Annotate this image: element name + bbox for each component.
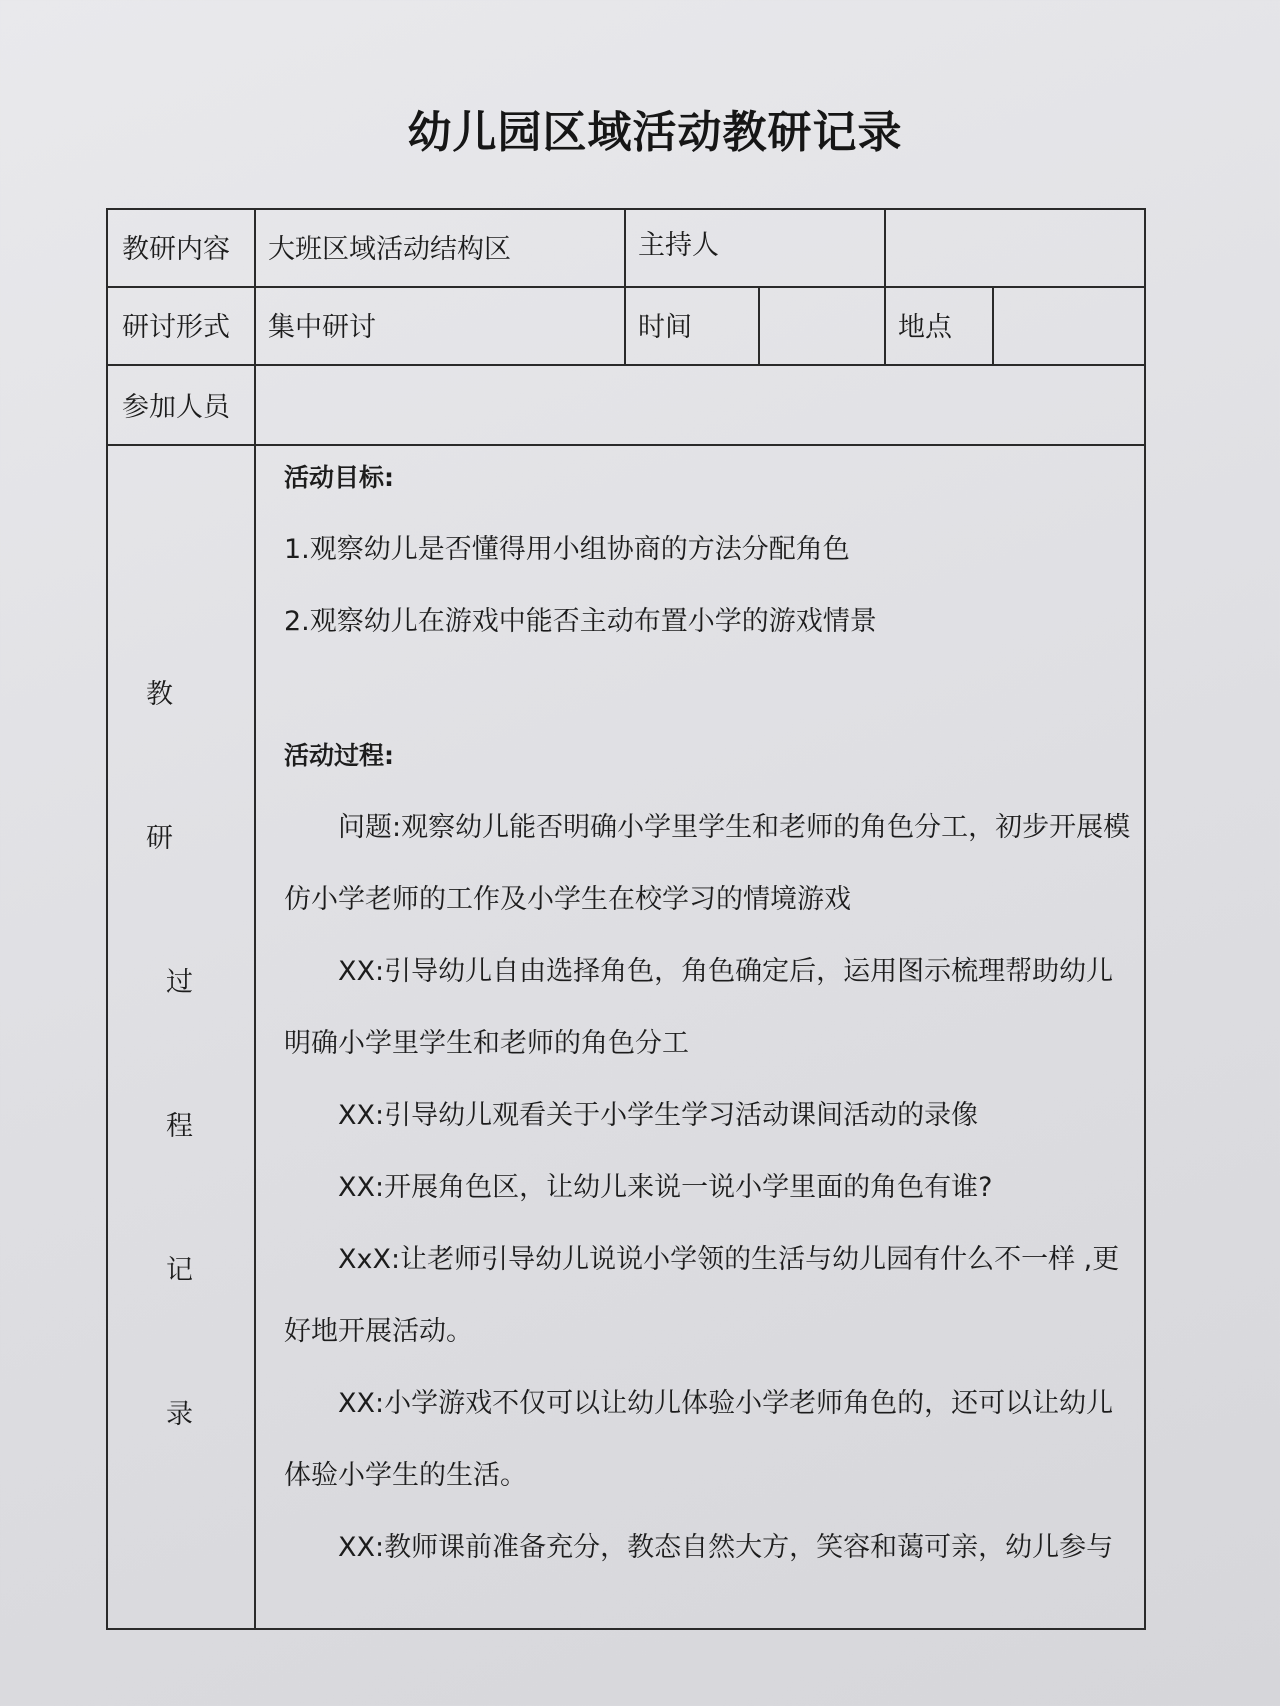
column-divider [758,286,760,364]
process-item: XX:开展角色区，让幼儿来说一说小学里面的角色有谁? [338,1172,993,1203]
column-divider [992,286,994,364]
label-place: 地点 [898,312,952,343]
label-research-content: 教研内容 [122,234,230,265]
process-item: XX:教师课前准备充分，教态自然大方，笑容和蔼可亲，幼儿参与 [338,1532,1114,1563]
label-discussion-form: 研讨形式 [122,312,230,343]
side-label-char: 程 [166,1111,193,1142]
goal-item: 1.观察幼儿是否懂得用小组协商的方法分配角色 [284,534,850,565]
side-label-char: 教 [146,679,173,710]
row-divider [108,444,1144,446]
process-item: XX:引导幼儿自由选择角色，角色确定后，运用图示梳理帮助幼儿明确小学里学生和老师的角色分工 [284,956,1114,1059]
row-divider [108,286,1144,288]
process-item: XX:小学游戏不仅可以让幼儿体验小学老师角色的，还可以让幼儿体验小学生的生活。 [284,1388,1114,1491]
process-item: XxX:让老师引导幼儿说说小学领的生活与幼儿园有什么不一样 ,更好地开展活动。 [284,1244,1120,1347]
column-divider [254,210,256,1628]
side-label-char: 记 [166,1255,193,1286]
process-item: XX:引导幼儿观看关于小学生学习活动课间活动的录像 [338,1100,979,1131]
column-divider [884,210,886,364]
page-title: 幼儿园区域活动教研记录 [407,107,903,158]
column-divider [624,210,626,364]
record-table [106,208,1146,1630]
label-host: 主持人 [638,230,719,261]
goal-item: 2.观察幼儿在游戏中能否主动布置小学的游戏情景 [284,606,877,637]
side-label-char: 录 [166,1399,193,1430]
side-label-char: 研 [146,823,173,854]
label-time: 时间 [638,312,692,343]
label-participants: 参加人员 [122,392,230,423]
value-discussion-form: 集中研讨 [268,312,376,343]
process-item: 问题:观察幼儿能否明确小学里学生和老师的角色分工，初步开展模仿小学老师的工作及小学生在校学习的情境游戏 [284,812,1131,915]
side-label-char: 过 [166,967,193,998]
process-heading: 活动过程: [284,741,394,770]
goals-heading: 活动目标: [284,463,394,492]
row-divider [108,364,1144,366]
value-research-content: 大班区域活动结构区 [268,234,511,265]
record-content [284,460,1134,1584]
